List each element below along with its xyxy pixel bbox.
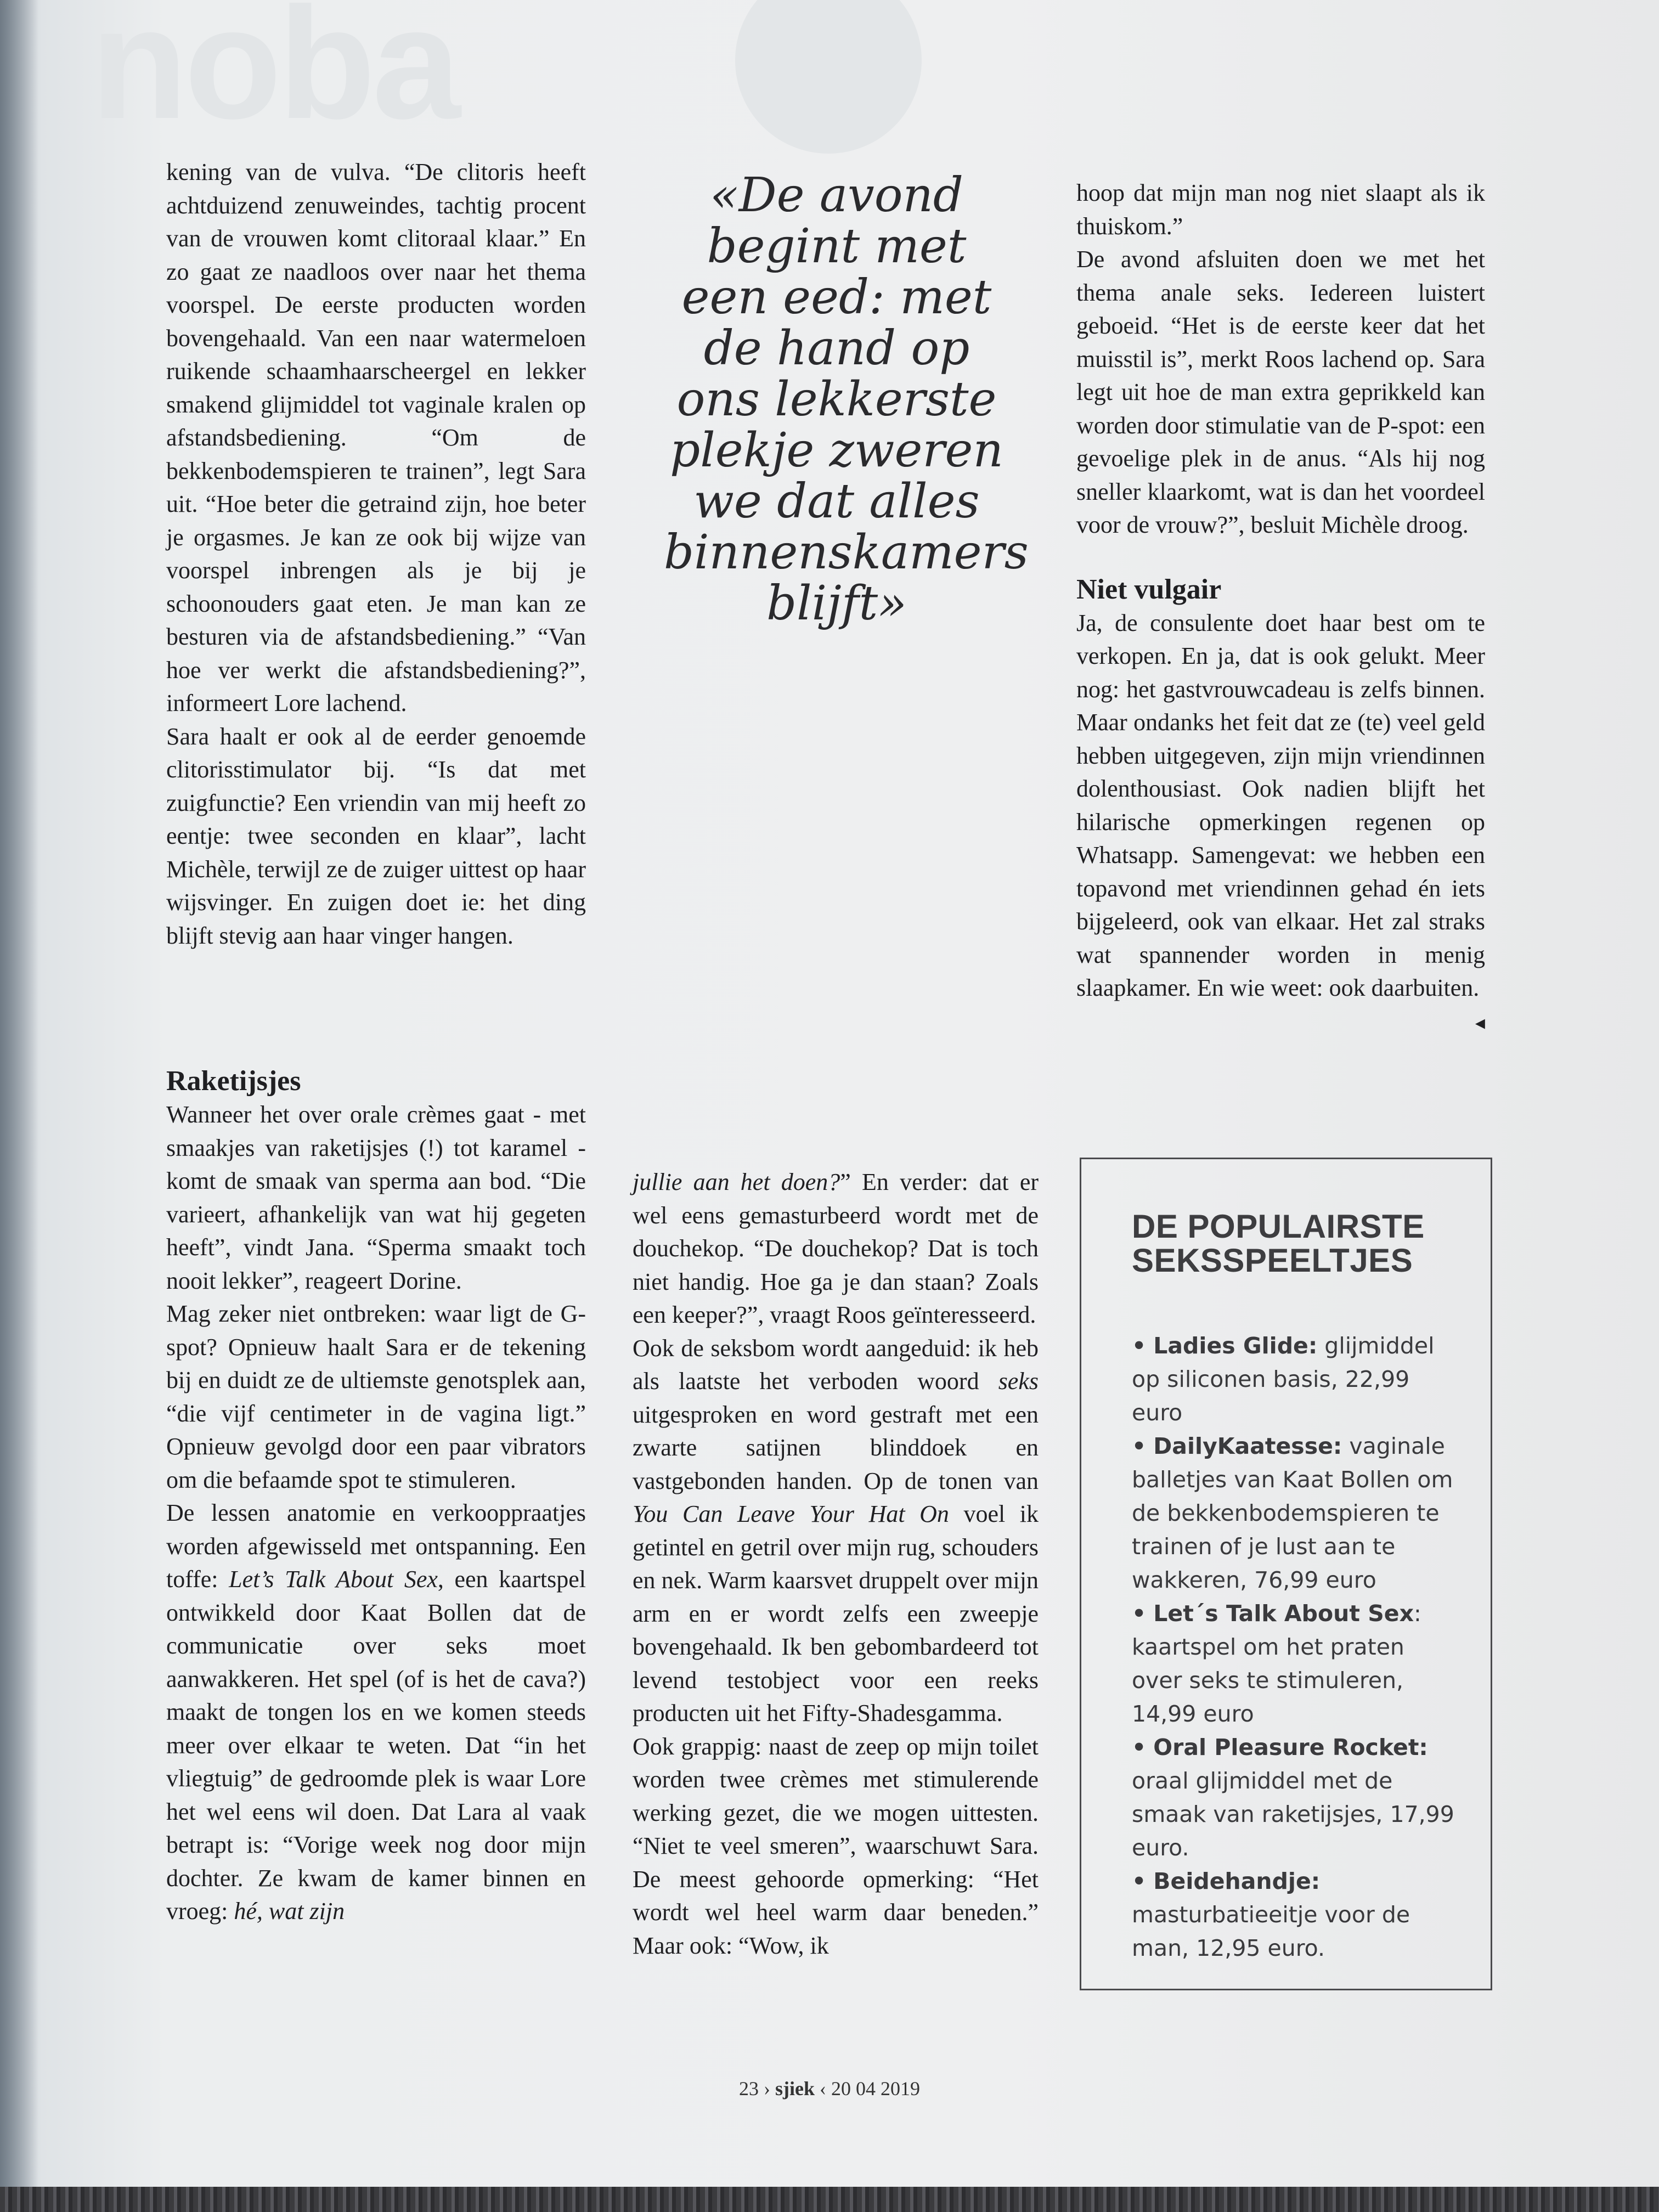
quoted-speech: jullie aan het doen? bbox=[633, 1169, 840, 1195]
article-column-left-top bbox=[166, 156, 586, 952]
product-item bbox=[1132, 1731, 1461, 1865]
product-item bbox=[1132, 1430, 1461, 1597]
paragraph: De avond afsluiten doen we met het thema anale seks. Iedereen luistert geboeid. “Het is de eerste keer dat het muisstil is”, merkt Roos lachend op. Sara legt uit hoe de man extra geprikkeld kan worden door stimulatie van de P-spot: een gevoelige plek in de anus. “Als hij nog sneller klaarkomt, wat is dan het voordeel voor de vrouw?”, besluit Michèle droog. bbox=[1076, 246, 1485, 538]
song-title: You Can Leave Your Hat On bbox=[633, 1500, 949, 1527]
product-item bbox=[1132, 1597, 1461, 1731]
paragraph bbox=[166, 1497, 586, 1928]
product-description: oraal glijmiddel met de smaak van raketijsjes, 17,99 euro. bbox=[1132, 1768, 1454, 1861]
page-binding-shadow bbox=[0, 0, 38, 2212]
page-footer bbox=[0, 2077, 1659, 2100]
product-description: vaginale balletjes van Kaat Bollen om de bekkenbodemspieren te trainen of je lust aan te wakkeren, 76,99 euro bbox=[1132, 1433, 1453, 1593]
text-run: De lessen anatomie en verkooppraatjes worden afgewisseld met ontspanning. Een toffe: bbox=[166, 1499, 586, 1593]
game-title: Let’s Talk About Sex bbox=[229, 1566, 438, 1593]
product-sidebar bbox=[1080, 1158, 1492, 1990]
paragraph: Wanneer het over orale crèmes gaat - met smaakjes van raketijsjes (!) tot karamel - komt de smaak van sperma aan bod. “Die varieert, afhankelijk van wat hij gegeten heeft”, vindt Jana. “Sperma smaakt toch nooit lekker”, reageert Dorine. bbox=[166, 1101, 586, 1294]
article-column-left-bottom bbox=[166, 1064, 586, 1928]
paragraph: Sara haalt er ook al de eerder genoemde clitorisstimulator bij. “Is dat met zuigfunctie? Een vriendin van mij heeft zo eentje: twee seconden en klaar”, lacht Michèle, terwijl ze de zuiger uittest op haar wijsvinger. En zuigen doet ie: het ding blijft stevig aan haar vinger hangen. bbox=[166, 723, 586, 949]
paragraph: hoop dat mijn man nog niet slaapt als ik thuiskom.” bbox=[1076, 179, 1485, 240]
section-heading: Niet vulgair bbox=[1076, 573, 1222, 605]
article-column-middle-bottom bbox=[633, 1166, 1039, 1962]
text-run: ” En verder: dat er wel eens gemasturbeerd wordt met de douchekop. “De douchekop? Dat is toch niet handig. Hoe ga je dan staan? Zoals een keeper?”, vraagt Roos geïnteresseerd. bbox=[633, 1169, 1039, 1328]
show-through-circle bbox=[735, 0, 922, 154]
arrow-right-icon: › bbox=[764, 2078, 770, 2100]
paragraph-text: Ja, de consulente doet haar best om te verkopen. En ja, dat is ook gelukt. Meer nog: het gastvrouwcadeau is zelfs binnen. Maar ondanks het feit dat ze (te) veel geld hebben uitgegeven, zijn mijn vriendinnen dolenthousiast. Ook nadien blijft het hilarische opmerkingen regenen op Whatsapp. Samengevat: we hebben een topavond met vriendinnen gehad én iets bijgeleerd, ook van elkaar. Het zal straks wat spannender worden in menig slaapkamer. En wie weet: ook daarbuiten. bbox=[1076, 609, 1485, 1001]
product-description: masturbatieeitje voor de man, 12,95 euro. bbox=[1132, 1901, 1410, 1961]
text-run: , een kaartspel ontwikkeld door Kaat Bollen dat de communicatie over seks moet aanwakkeren. Het spel (of is het de cava?) maakt de tongen los en we komen steeds meer over elkaar te weten. Dat “in het vliegtuig” de gedroomde plek is waar Lore het wel eens wil doen. Dat Lara al vaak betrapt is: “Vorige week nog door mijn dochter. Ze kwam de kamer binnen en vroeg: bbox=[166, 1566, 586, 1925]
page-number: 23 bbox=[739, 2078, 759, 2100]
section-heading: Raketijsjes bbox=[166, 1065, 301, 1097]
paragraph: kening van de vulva. “De clitoris heeft achtduizend zenuweindes, tachtig procent van de vrouwen komt clitoraal klaar.” En zo gaat ze naadloos over naar het thema voorspel. De eerste producten worden bovengehaald. Van een naar watermeloen ruikende schaamhaarscheergel en lekker smakend glijmiddel tot vaginale kralen op afstandsbediening. “Om de bekkenbodemspieren te trainen”, legt Sara uit. “Hoe beter die getraind zijn, hoe beter je orgasmes. Je kan ze ook bij wijze van voorspel inbrengen als je bij je schoonouders gaat eten. Je man kan ze besturen via de afstandsbediening.” “Van hoe ver werkt die afstandsbediening?”, informeert Lore lachend. bbox=[166, 159, 586, 716]
end-of-article-icon: ◂ bbox=[1475, 1011, 1485, 1034]
quoted-speech: hé, wat zijn bbox=[234, 1898, 345, 1925]
pull-quote: «De avond begint met een eed: met de hand op ons lekkerste plekje zweren we dat alles binnenskamers blijft» bbox=[664, 168, 1029, 631]
bullet-icon: • bbox=[1132, 1600, 1147, 1627]
product-list bbox=[1132, 1329, 1461, 1965]
product-description: : kaartspel om het praten over seks te stimuleren, 14,99 euro bbox=[1132, 1600, 1421, 1727]
product-description: glijmiddel op siliconen basis, 22,99 euro bbox=[1132, 1333, 1435, 1426]
bullet-icon: • bbox=[1132, 1868, 1147, 1894]
emphasized-word: seks bbox=[998, 1368, 1039, 1395]
product-name: Beidehandje: bbox=[1153, 1868, 1321, 1894]
product-name: Let´s Talk About Sex bbox=[1153, 1600, 1414, 1627]
paragraph bbox=[633, 1166, 1039, 1332]
product-name: DailyKaatesse: bbox=[1153, 1433, 1342, 1459]
bullet-icon: • bbox=[1132, 1333, 1147, 1359]
paragraph bbox=[633, 1332, 1039, 1730]
show-through-logo: noba bbox=[91, 0, 458, 152]
bullet-icon: • bbox=[1132, 1734, 1147, 1760]
magazine-name: sjiek bbox=[775, 2078, 815, 2100]
product-item bbox=[1132, 1865, 1461, 1965]
product-item bbox=[1132, 1329, 1461, 1430]
text-run: voel ik getintel en getril over mijn rug, schouders en nek. Warm kaarsvet druppelt over mijn arm en er wordt zelfs een zweepje bovengehaald. Ik ben gebombardeerd tot levend testobject voor een reeks producten uit het Fifty-Shadesgamma. bbox=[633, 1500, 1039, 1726]
sidebar-title: DE POPULAIRSTE SEKSSPEELTJES bbox=[1132, 1208, 1425, 1279]
issue-date: 20 04 2019 bbox=[831, 2078, 920, 2100]
text-run: Ook de seksbom wordt aangeduid: ik heb als laatste het verboden woord bbox=[633, 1334, 1039, 1395]
paragraph bbox=[1076, 607, 1485, 1034]
bullet-icon: • bbox=[1132, 1433, 1147, 1459]
paragraph: Mag zeker niet ontbreken: waar ligt de G-spot? Opnieuw haalt Sara er de tekening bij en duidt ze de ultiemste genotsplek aan, “die vijf centimeter in de vagina ligt.” Opnieuw gevolgd door een paar vibrators om die befaamde spot te stimuleren. bbox=[166, 1300, 586, 1493]
product-name: Ladies Glide: bbox=[1153, 1333, 1318, 1359]
article-column-right-top bbox=[1076, 177, 1485, 1039]
text-run: uitgesproken en word gestraft met een zwarte satijnen blinddoek en vastgebonden handen. Op de tonen van bbox=[633, 1401, 1039, 1494]
table-edge bbox=[0, 2187, 1659, 2212]
arrow-left-icon: ‹ bbox=[820, 2078, 826, 2100]
product-name: Oral Pleasure Rocket: bbox=[1153, 1734, 1428, 1760]
paragraph: Ook grappig: naast de zeep op mijn toilet worden twee crèmes met stimulerende werking gezet, die we mogen uittesten. “Niet te veel smeren”, waarschuwt Sara. De meest gehoorde opmerking: “Het wordt wel heel warm daar beneden.” Maar ook: “Wow, ik bbox=[633, 1733, 1039, 1959]
